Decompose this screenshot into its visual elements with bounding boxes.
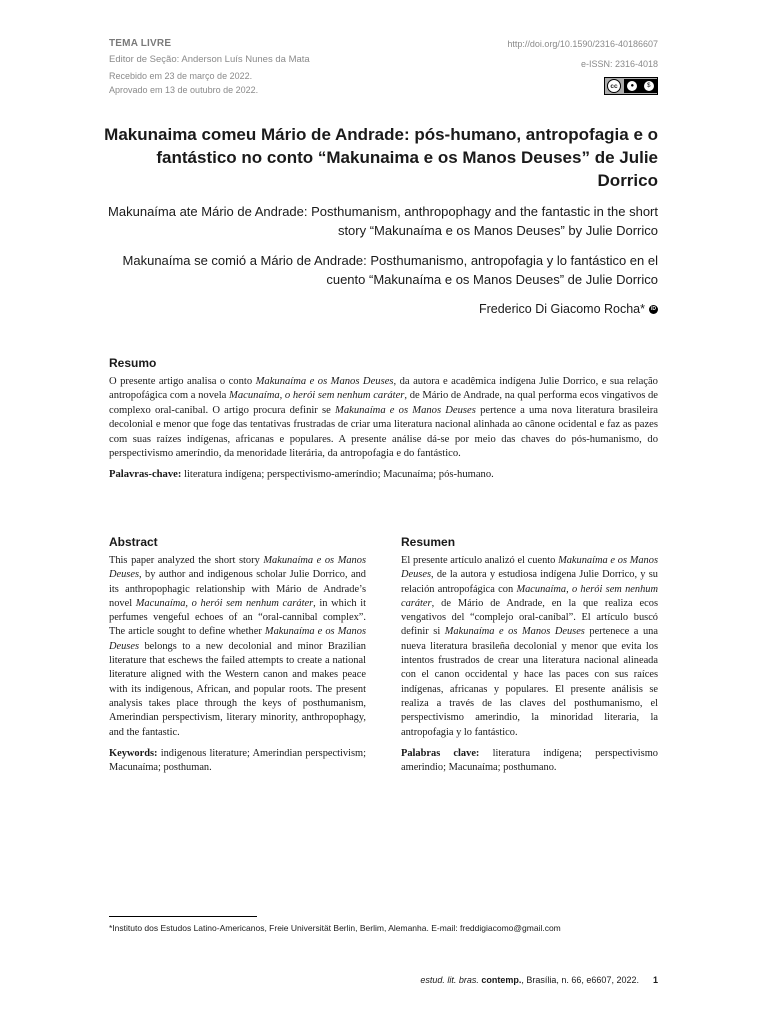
- abstract-text: [109, 554, 366, 740]
- resumo-keywords: [109, 468, 658, 482]
- eissn: e-ISSN: 2316-4018: [580, 59, 658, 69]
- keywords-text: literatura indígena; perspectivismo amerindio; Macunaíma; posthumano.: [401, 747, 658, 774]
- article-metadata: [109, 37, 310, 97]
- resumo-text-part: pertence a uma nova literatura brasileira decolonial e menor que foge das tentativas frustradas de criar uma literatura nacional alinhada ao cânone ocidental e faz as pazes com suas raízes indígenas, africanas e populares. A presente análise dá-se por meio das chaves do pós-humanismo, do perspectivismo ameríndio, da menoridade literária, da antropofagia e do fantástico.: [109, 404, 658, 460]
- resumo-italic-title: Macunaíma, o herói sem nenhum caráter: [229, 390, 405, 402]
- english-title: Makunaíma ate Mário de Andrade: Posthumanism, anthropophagy and the fantastic in the short story “Makunaíma e os Manos Deuses” by Julie Dorrico: [108, 204, 658, 238]
- author-line: [479, 300, 658, 318]
- resumen-text-part: pertenece a una nueva literatura brasileña decolonial y menor que evita los intentos frustrados de crear una literatura nacional alineada con el canon occidental y hace las paces con sus raíces indígenas, africanas y populares. El presente análisis se realiza a través de las claves del posthumanismo, el perspectivismo amerindio, la minoridad literaria, la antropofagia y lo fantástico.: [401, 626, 658, 738]
- resumen-keywords: [401, 747, 658, 776]
- keywords-text: literatura indígena; perspectivismo-ameríndio; Macunaíma; pós-humano.: [181, 469, 494, 481]
- abstract-heading: Abstract: [109, 535, 158, 549]
- abstract-italic-title: Makunaíma e os Manos Deuses: [109, 555, 366, 581]
- creative-commons-badge[interactable]: [604, 77, 658, 95]
- attribution-icon: ●: [627, 81, 637, 91]
- keywords-label: Keywords:: [109, 747, 158, 759]
- page-footer: [420, 975, 658, 985]
- doi-link[interactable]: http://doi.org/10.1590/2316-40186607: [507, 39, 658, 49]
- resumen-italic-title: Macunaíma, o herói sem nenhum caráter: [401, 583, 658, 609]
- abstract-text-part: , by author and indigenous scholar Julie Dorrico, and its anthropophagic relationship with Mário de Andrade’s novel: [109, 569, 366, 609]
- spanish-title: Makunaíma se comió a Mário de Andrade: Posthumanismo, antropofagia y lo fantástico en el cuento “Makunaíma e os Manos Deuses” de Julie Dorrico: [122, 253, 658, 287]
- journal-name: estud. lit. bras.: [420, 975, 479, 985]
- abstract-italic-title: Macunaíma, o herói sem nenhum caráter: [135, 597, 314, 609]
- license-terms: [624, 79, 657, 93]
- resumen-heading: Resumen: [401, 535, 456, 549]
- resumo-text-part: , de Mário de Andrade, na qual performa ecos vingativos de complexo oral-canibal. O artigo procura definir se: [109, 390, 659, 416]
- approved-date: Aprovado em 13 de outubro de 2022.: [109, 85, 259, 95]
- resumen-text-part: , de la autora y estudiosa indígena Julie Dorrico, y su relación antropofágica con: [401, 569, 658, 595]
- page-number: 1: [652, 975, 658, 985]
- journal-name-bold: contemp.: [478, 975, 522, 985]
- abstract-keywords: [109, 747, 366, 776]
- article-identifiers: [507, 37, 658, 71]
- citation: , Brasília, n. 66, e6607, 2022.: [521, 975, 639, 985]
- resumo-text: [109, 375, 658, 461]
- abstract-section: [109, 535, 366, 775]
- keywords-label: Palavras-chave:: [109, 469, 182, 481]
- abstract-italic-title: Makunaíma e os Manos Deuses: [109, 626, 366, 652]
- abstract-text-part: This paper analyzed the short story: [109, 555, 264, 566]
- section-editor: Editor de Seção: Anderson Luís Nunes da Mata: [109, 54, 310, 65]
- resumen-text-part: El presente artículo analizó el cuento: [401, 555, 559, 566]
- abstract-text-part: belongs to a new decolonial and minor Brazilian literature that eschews the failed attempts to create a national literature aligned with the Western canon and makes peace with its indigenous, African, and popular roots. The present analysis takes place through the keys of posthumanism, Amerindian perspectivism, literary minority, anthropophagy, and the fantastic.: [109, 640, 366, 738]
- resumo-italic-title: Makunaíma e os Manos Deuses: [335, 404, 476, 416]
- orcid-icon[interactable]: iD: [651, 306, 656, 312]
- keywords-label: Palabras clave:: [401, 747, 480, 759]
- section-label: TEMA LIVRE: [109, 38, 172, 49]
- cc-icon: cc: [607, 79, 621, 93]
- author-footnote: *Instituto dos Estudos Latino-Americanos, Freie Universität Berlin, Berlim, Alemanha. E-mail: freddigiacomo@gmail.com: [109, 923, 561, 933]
- author-name: Frederico Di Giacomo Rocha*: [478, 302, 645, 316]
- resumo-heading: Resumo: [109, 356, 157, 370]
- noncommercial-icon: $: [644, 81, 654, 91]
- resumen-italic-title: Makunaíma e os Manos Deuses: [401, 555, 658, 581]
- resumo-text-part: , da autora e acadêmica indígena Julie Dorrico, e sua relação antropofágica com a novela: [109, 376, 658, 402]
- article-title: Makunaima comeu Mário de Andrade: pós-humano, antropofagia e o fantástico no conto “Makunaima e os Manos Deuses” de Julie Dorrico: [104, 125, 658, 190]
- resumen-text: [401, 554, 658, 740]
- resumen-text-part: , de Mário de Andrade, en la que realiza ecos vengativos del “complejo oral-caníbal”. El artículo buscó definir si: [401, 597, 658, 638]
- keywords-text: indigenous literature; Amerindian perspectivism; Macunaíma; posthuman.: [109, 747, 366, 774]
- resumen-section: [401, 535, 658, 775]
- received-date: Recebido em 23 de março de 2022.: [109, 71, 253, 81]
- resumo-italic-title: Makunaíma e os Manos Deuses: [255, 376, 394, 387]
- resumen-italic-title: Makunaíma e os Manos Deuses: [444, 626, 585, 638]
- abstract-text-part: , in which it perfumes vengeful echoes of an “oral-cannibal complex”. The article sought to define whether: [109, 597, 367, 638]
- footnote-divider: [109, 916, 257, 917]
- resumo-section: [109, 356, 658, 483]
- resumo-text-part: O presente artigo analisa o conto: [109, 376, 256, 387]
